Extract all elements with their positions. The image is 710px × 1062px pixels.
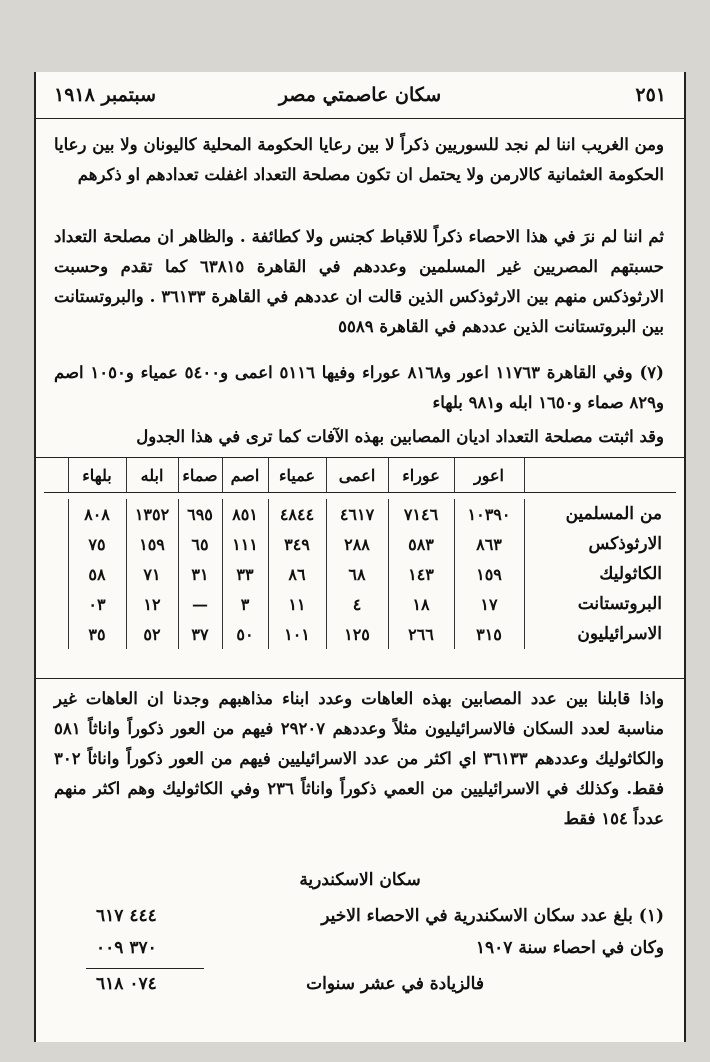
- table-cell: ٥٨٣: [388, 529, 454, 559]
- page-header: [54, 84, 666, 116]
- row-label: الكاثوليك: [524, 559, 676, 589]
- table-row: [44, 559, 676, 589]
- table-header-row: [44, 458, 676, 493]
- alexandria-line-2: [56, 938, 664, 968]
- issue-date: سبتمبر ١٩١٨: [54, 84, 157, 106]
- table-row: [44, 529, 676, 559]
- table-cell: ٨٦٣: [454, 529, 524, 559]
- table-cell: ١٢: [126, 589, 178, 619]
- table-cell: ١٨: [388, 589, 454, 619]
- document-page: [34, 72, 686, 1042]
- table-cell: —: [178, 589, 222, 619]
- row-label: البروتستانت: [524, 589, 676, 619]
- spacer-cell: [44, 458, 68, 493]
- paragraph-syrians: ومن الغريب اننا لم نجد للسوريين ذكراً لا بين رعايا الحكومة المحلية كاليونان ولا بين رعايا الحكومة العثمانية كالارمن ولا يحتمل ان تكون مصلحة التعداد اغفلت تعدادهم او ذكرهم: [54, 135, 664, 184]
- table-cell: ٥٢: [126, 619, 178, 649]
- col-header: بلهاء: [68, 458, 126, 493]
- line-value: ٠٧٤ ٦١٨: [96, 974, 157, 994]
- spacer-cell: [44, 499, 68, 529]
- alexandria-heading: سكان الاسكندرية: [299, 870, 421, 890]
- line-value: ٣٧٠ ٠٠٩: [96, 938, 157, 958]
- table-cell: ١١١: [222, 529, 268, 559]
- col-header: صماء: [178, 458, 222, 493]
- table-cell: ٢٨٨: [326, 529, 388, 559]
- line-text: (١) بلغ عدد سكان الاسكندرية في الاحصاء الاخير: [321, 906, 664, 926]
- row-label: الاسرائيليون: [524, 619, 676, 649]
- line-value: ٤٤٤ ٦١٧: [96, 906, 157, 926]
- spacer-cell: [44, 559, 68, 589]
- table-cell: ٤٨٤٤: [268, 499, 326, 529]
- table-cell: ٣١٥: [454, 619, 524, 649]
- alexandria-line-3: [56, 974, 664, 1004]
- paragraph-comparison: واذا قابلنا بين عدد المصابين بهذه العاهات وعدد ابناء مذاهبهم وجدنا ان العاهات غير مناسبة لعدد السكان فالاسرائيليون مثلاً وعددهم ٢٩٢٠٧ فيهم من العور ذكوراً واناثاً ٥٨١ والكاثوليك وعددهم ٣٦١٣٣ اي اكثر من عدد الاسرائيليين فيهم من العور ذكوراً واناثاً ٣٠٢ فقط. وكذلك في الاسرائيليين من العمي ذكوراً واناثاً ٢٣٦ وفي الكاثوليك وهم اكثر منهم عدداً ١٥٤ فقط: [54, 689, 665, 828]
- sum-rule: [86, 968, 204, 969]
- table-cell: ١٧: [454, 589, 524, 619]
- table-cell: ٣٧: [178, 619, 222, 649]
- table-cell: ٦٨: [326, 559, 388, 589]
- table-bottom-rule: [36, 678, 684, 679]
- table-cell: ٣١: [178, 559, 222, 589]
- table-cell: ٦٥: [178, 529, 222, 559]
- table-cell: ١٢٥: [326, 619, 388, 649]
- col-header: عمياء: [268, 458, 326, 493]
- table-cell: ٠٣: [68, 589, 126, 619]
- spacer-cell: [44, 529, 68, 559]
- line-text: فالزيادة في عشر سنوات: [306, 974, 484, 994]
- table-cell: ١٠١: [268, 619, 326, 649]
- running-title: سكان عاصمتي مصر: [278, 84, 442, 106]
- header-rule: [36, 118, 684, 119]
- spacer-cell: [44, 589, 68, 619]
- spacer-cell: [44, 619, 68, 649]
- table-cell: ١٥٩: [454, 559, 524, 589]
- paragraph-table-intro: وقد اثبتت مصلحة التعداد اديان المصابين بهذه الآفات كما ترى في هذا الجدول: [136, 427, 664, 446]
- table-cell: ٨٥١: [222, 499, 268, 529]
- table-cell: ١٣٥٢: [126, 499, 178, 529]
- table-cell: ٧٥: [68, 529, 126, 559]
- table-row: [44, 589, 676, 619]
- table-cell: ٣٥: [68, 619, 126, 649]
- table-cell: ٣٤٩: [268, 529, 326, 559]
- line-text: وكان في احصاء سنة ١٩٠٧: [475, 938, 664, 958]
- table-cell: ٣٣: [222, 559, 268, 589]
- table-cell: ٤٦١٧: [326, 499, 388, 529]
- table-cell: ٥٨: [68, 559, 126, 589]
- page-number: ٢٥١: [635, 84, 666, 106]
- table-cell: ١١: [268, 589, 326, 619]
- paragraph-disabilities: (٧) وفي القاهرة ١١٧٦٣ اعور و٨١٦٨ عوراء وفيها ٥١١٦ اعمى و٥٤٠٠ عمياء و١٠٥٠ اصم و٨٢٩ صماء و١٦٥٠ ابله و٩٨١ بلهاء: [54, 363, 664, 412]
- table-cell: ٨٦: [268, 559, 326, 589]
- table-row: [44, 499, 676, 529]
- table-cell: ٤: [326, 589, 388, 619]
- col-header: ابله: [126, 458, 178, 493]
- header-label-cell: [524, 458, 676, 493]
- table-cell: ٢٦٦: [388, 619, 454, 649]
- col-header: اصم: [222, 458, 268, 493]
- table-cell: ١٠٣٩٠: [454, 499, 524, 529]
- table-cell: ٦٩٥: [178, 499, 222, 529]
- alexandria-line-1: [56, 906, 664, 936]
- table-cell: ٣: [222, 589, 268, 619]
- table-cell: ٧١٤٦: [388, 499, 454, 529]
- disability-table: [44, 458, 676, 649]
- table-cell: ٥٠: [222, 619, 268, 649]
- col-header: اعور: [454, 458, 524, 493]
- table-cell: ١٤٣: [388, 559, 454, 589]
- col-header: عوراء: [388, 458, 454, 493]
- paragraph-copts: ثم اننا لم نرَ في هذا الاحصاء ذكراً للاقباط كجنس ولا كطائفة . والظاهر ان مصلحة التعداد حسبتهم المصريين غير المسلمين وعددهم في القاهرة ٦٣٨١٥ كما تقدم وحسبت الارثوذكس منهم بين الارثوذكس الذين قالت ان عددهم في القاهرة ٣٦١٣٣ . والبروتستانت بين البروتستانت الذين عددهم في القاهرة ٥٥٨٩: [54, 227, 664, 336]
- table-row: [44, 619, 676, 649]
- col-header: اعمى: [326, 458, 388, 493]
- row-label: الارثوذكس: [524, 529, 676, 559]
- row-label: من المسلمين: [524, 499, 676, 529]
- table-cell: ٨٠٨: [68, 499, 126, 529]
- table-cell: ١٥٩: [126, 529, 178, 559]
- table-cell: ٧١: [126, 559, 178, 589]
